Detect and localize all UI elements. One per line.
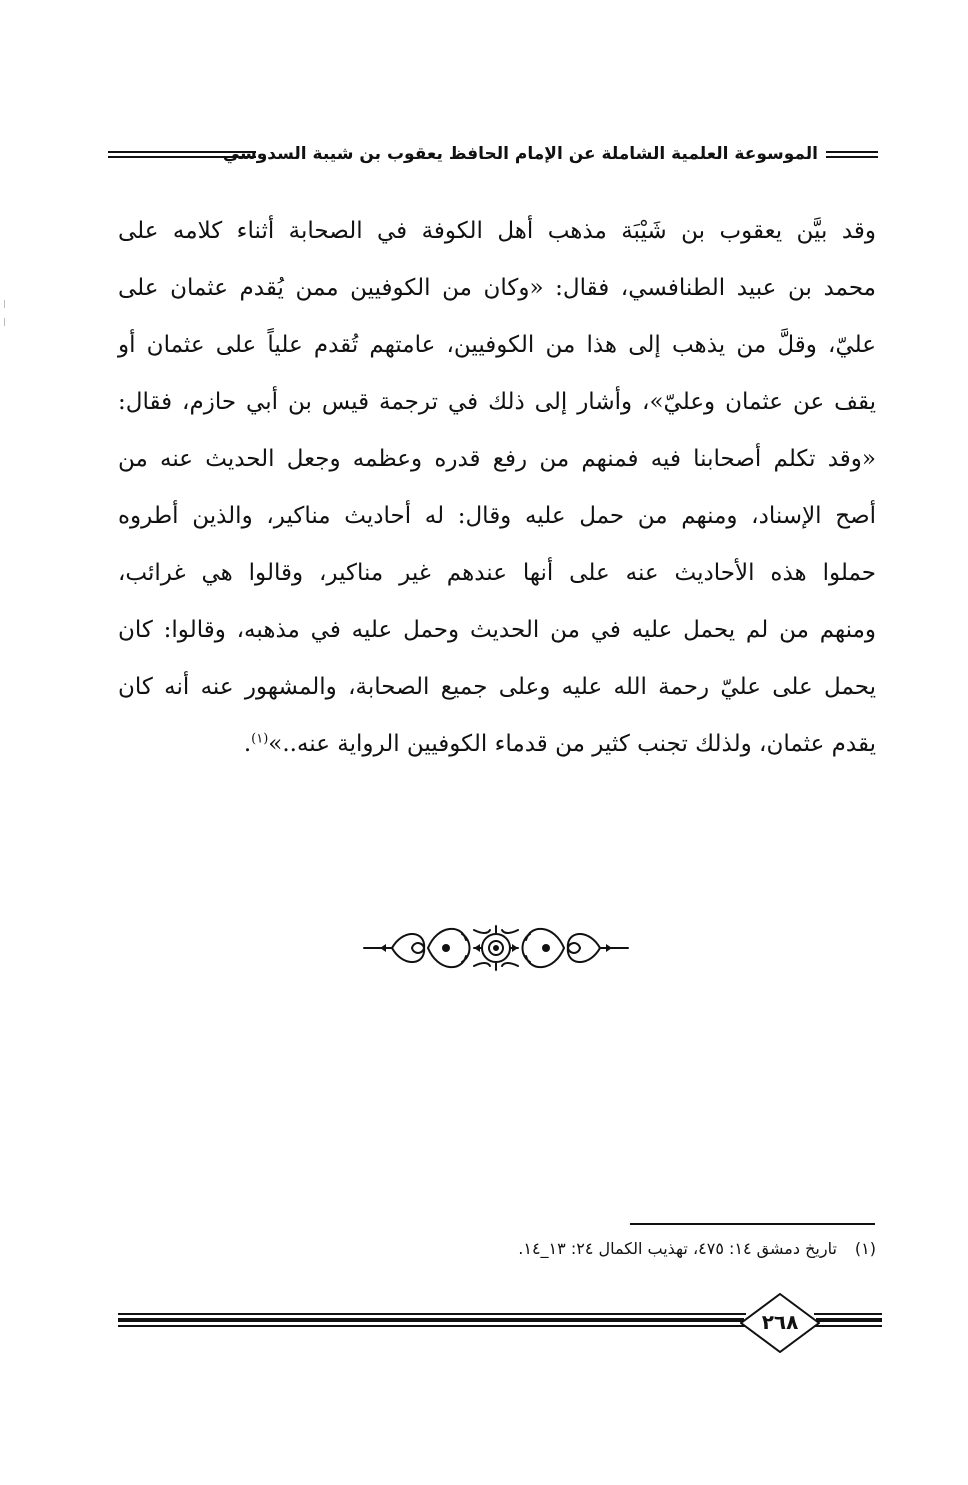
decorative-ornament-icon	[362, 920, 630, 976]
footer-rule-left	[118, 1325, 746, 1327]
footer-rule-right	[814, 1313, 882, 1315]
text-line: ومنهم من لم يحمل عليه في من الحديث وحمل عليه في مذهبه، وقالوا: كان	[118, 617, 876, 643]
text-line: محمد بن عبيد الطنافسي، فقال: «وكان من الكوفيين ممن يُقدم عثمان على	[118, 275, 876, 301]
scan-margin-mark	[4, 318, 5, 326]
header-rule-right	[826, 156, 878, 158]
last-line-text: يقدم عثمان، ولذلك تجنب كثير من قدماء الكوفيين الرواية عنه..»	[268, 731, 876, 757]
text-line: عليّ، وقلَّ من يذهب إلى هذا من الكوفيين، عامتهم تُقدم علياً على عثمان أو	[118, 332, 876, 358]
header-rule-right	[826, 151, 878, 153]
footer-rule-left	[118, 1313, 746, 1315]
running-header	[108, 140, 878, 170]
footnote-separator	[630, 1223, 875, 1225]
page-number: ٢٦٨	[761, 1310, 799, 1334]
footnote-reference[interactable]: (١)	[251, 731, 269, 747]
last-line-end: .	[243, 731, 252, 757]
scan-margin-mark	[4, 300, 5, 308]
footer-rule-right	[816, 1318, 882, 1322]
text-line: يقف عن عثمان وعليّ»، وأشار إلى ذلك في ترجمة قيس بن أبي حازم، فقال:	[118, 389, 876, 415]
text-line-last	[118, 716, 876, 773]
footnote-marker: (١)	[854, 1239, 876, 1258]
body-paragraph	[118, 203, 876, 773]
text-line: أصح الإسناد، ومنهم من حمل عليه وقال: له أحاديث مناكير، والذين أطروه	[118, 503, 876, 529]
footnote	[200, 1236, 876, 1262]
running-title: الموسوعة العلمية الشاملة عن الإمام الحافظ يعقوب بن شيبة السدوسي	[222, 144, 818, 164]
text-line: «وقد تكلم أصحابنا فيه فمنهم من رفع قدره وعظمه وجعل الحديث عنه من	[118, 446, 876, 472]
footer-rule-left	[118, 1318, 744, 1322]
footer-rule-right	[814, 1325, 882, 1327]
text-line: يحمل على عليّ رحمة الله عليه وعلى جميع الصحابة، والمشهور عنه أنه كان	[118, 674, 876, 700]
footnote-text: تاريخ دمشق ١٤: ٤٧٥، تهذيب الكمال ٢٤: ١٣_١٤.	[518, 1239, 837, 1258]
text-line: وقد بيَّن يعقوب بن شَيْبَة مذهب أهل الكوفة في الصحابة أثناء كلامه على	[118, 218, 876, 244]
text-line: حملوا هذه الأحاديث عنه على أنها عندهم غير مناكير، وقالوا هي غرائب،	[118, 560, 876, 586]
